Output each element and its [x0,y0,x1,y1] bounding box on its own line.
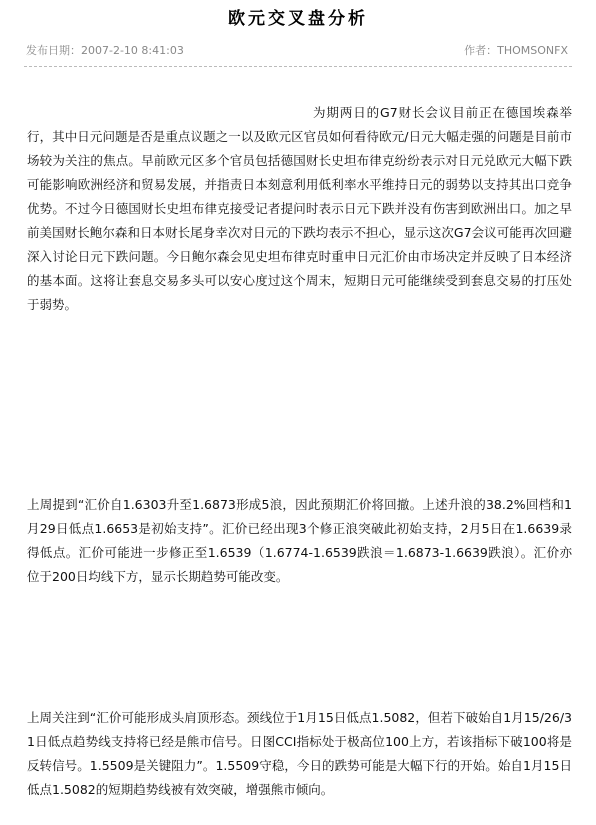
author-label: 作者：THOMSONFX [464,44,568,57]
dashed-divider [24,66,572,67]
publish-date: 发布日期：2007-2-10 8:41:03 [26,44,184,57]
article-title: 欧元交叉盘分析 [228,9,368,29]
paragraph-eur-gbp-analysis: 上周提到“汇价自1.6303升至1.6873形成5浪，因此预期汇价将回撤。上述升浪的38.2%回档和1月29日低点1.6653是初始支持”。汇价已经出现3个修正浪突破此初始支持，2月5日在1.6639录得低点。汇价可能进一步修正至1.6539（1.6774-1.6539跌浪＝1.6873-1.6639跌浪）。汇价亦位于200日均线下方，显示长期趋势可能改变。 [27,497,572,584]
article-meta [26,42,568,60]
paragraph-g7-meeting: 为期两日的G7财长会议目前正在德国埃森举行，其中日元问题是否是重点议题之一以及欧元区官员如何看待欧元/日元大幅走强的问题是目前市场较为关注的焦点。早前欧元区多个官员包括德国财长史坦布律克纷纷表示对日元兑欧元大幅下跌可能影响欧洲经济和贸易发展，并指责日本刻意利用低利率水平维持日元的弱势以支持其出口竞争优势。不过今日德国财长史坦布律克接受记者提问时表示日元下跌并没有伤害到欧洲出口。加之早前美国财长鲍尔森和日本财长尾身幸次对日元的下跌均表示不担心，显示这次G7会议可能再次回避深入讨论日元下跌问题。今日鲍尔森会见史坦布律克时重申日元汇价由市场决定并反映了日本经济的基本面。这将让套息交易多头可以安心度过这个周末，短期日元可能继续受到套息交易的打压处于弱势。 [27,105,572,312]
paragraph-eur-chf-analysis: 上周关注到“汇价可能形成头肩顶形态。颈线位于1月15日低点1.5082，但若下破始自1月15/26/31日低点趋势线支持将已经是熊市信号。日图CCI指标处于极高位100上方，若该指标下破100将是反转信号。1.5509是关键阻力”。1.5509守稳，今日的跌势可能是大幅下行的开始。始自1月15日低点1.5082的短期趋势线被有效突破，增强熊市倾向。 [27,710,572,797]
